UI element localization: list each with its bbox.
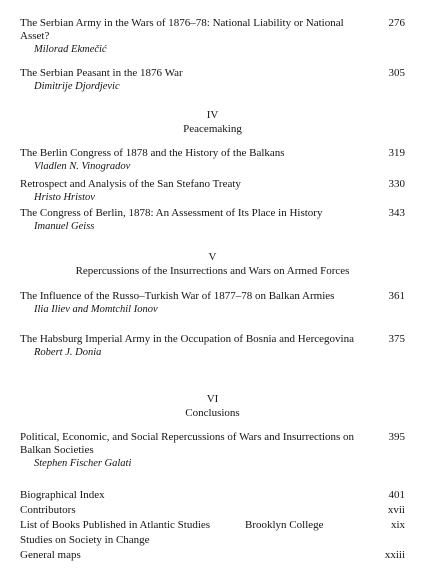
- back-matter-label: List of Books Published in Atlantic Studies: [20, 519, 211, 531]
- entry-author: Imanuel Geiss: [34, 221, 95, 232]
- toc-entry: [20, 207, 405, 233]
- entry-page-number: 319: [388, 147, 405, 159]
- section-heading: Peacemaking: [183, 123, 242, 135]
- back-matter-page: xix: [390, 519, 405, 531]
- back-matter-extra: Brooklyn College: [245, 519, 324, 531]
- entry-page-number: 305: [388, 67, 405, 79]
- toc-entry: [20, 17, 405, 56]
- toc-entry: [20, 333, 405, 359]
- entry-title: The Congress of Berlin, 1878: An Assessment of Its Place in History: [20, 207, 323, 219]
- section-numeral: V: [208, 251, 217, 263]
- entry-page-number: 330: [388, 178, 405, 190]
- entry-author: Vladlen N. Vinogradov: [34, 161, 131, 172]
- entry-title: The Berlin Congress of 1878 and the History of the Balkans: [20, 147, 285, 159]
- back-matter-page: 401: [388, 489, 405, 501]
- entry-page-number: 343: [388, 207, 405, 219]
- entry-title: The Serbian Army in the Wars of 1876–78: National Liability or National Asset?: [20, 17, 344, 42]
- back-matter-page: xvii: [387, 504, 405, 516]
- entry-title: The Habsburg Imperial Army in the Occupation of Bosnia and Hercegovina: [20, 333, 354, 345]
- back-matter-item: [20, 489, 405, 502]
- toc-entry: [20, 67, 405, 93]
- back-matter-list: [20, 489, 405, 562]
- back-matter-item: [20, 534, 405, 547]
- section-heading: Conclusions: [185, 407, 240, 419]
- back-matter-item: [20, 519, 405, 532]
- entry-page-number: 375: [388, 333, 405, 345]
- back-matter-label: General maps: [20, 549, 81, 561]
- entry-title: The Influence of the Russo–Turkish War of 1877–78 on Balkan Armies: [20, 290, 335, 302]
- toc-entry: [20, 147, 405, 173]
- entry-page-number: 276: [388, 17, 405, 29]
- section-numeral: IV: [206, 109, 219, 121]
- entry-title: The Serbian Peasant in the 1876 War: [20, 67, 183, 79]
- back-matter-label: Studies on Society in Change: [20, 534, 150, 546]
- entry-author: Robert J. Donia: [34, 347, 102, 358]
- toc-entry: [20, 431, 405, 470]
- entry-author: Milorad Ekmečić: [34, 44, 107, 55]
- back-matter-page: xxiii: [384, 549, 405, 561]
- back-matter-item: [20, 549, 405, 562]
- section-numeral: VI: [206, 393, 219, 405]
- entry-page-number: 395: [388, 431, 405, 443]
- section-header: [20, 109, 405, 136]
- entry-author: Ilia Iliev and Momtchil Ionov: [34, 304, 158, 315]
- back-matter-label: Contributors: [20, 504, 76, 516]
- toc-entry: [20, 290, 405, 316]
- section-heading: Repercussions of the Insurrections and Wars on Armed Forces: [75, 265, 350, 277]
- entry-author: Stephen Fischer Galati: [34, 458, 132, 469]
- toc-entry: [20, 178, 405, 204]
- entry-title: Political, Economic, and Social Repercussions of Wars and Insurrections on Balkan Societies: [20, 431, 355, 456]
- entry-title: Retrospect and Analysis of the San Stefano Treaty: [20, 178, 241, 190]
- section-header: [20, 393, 405, 420]
- entry-author: Hristo Hristov: [34, 192, 95, 203]
- entry-author: Dimitrije Djordjevic: [34, 81, 120, 92]
- section-header: [20, 251, 405, 278]
- entry-page-number: 361: [388, 290, 405, 302]
- back-matter-item: [20, 504, 405, 517]
- back-matter-label: Biographical Index: [20, 489, 105, 501]
